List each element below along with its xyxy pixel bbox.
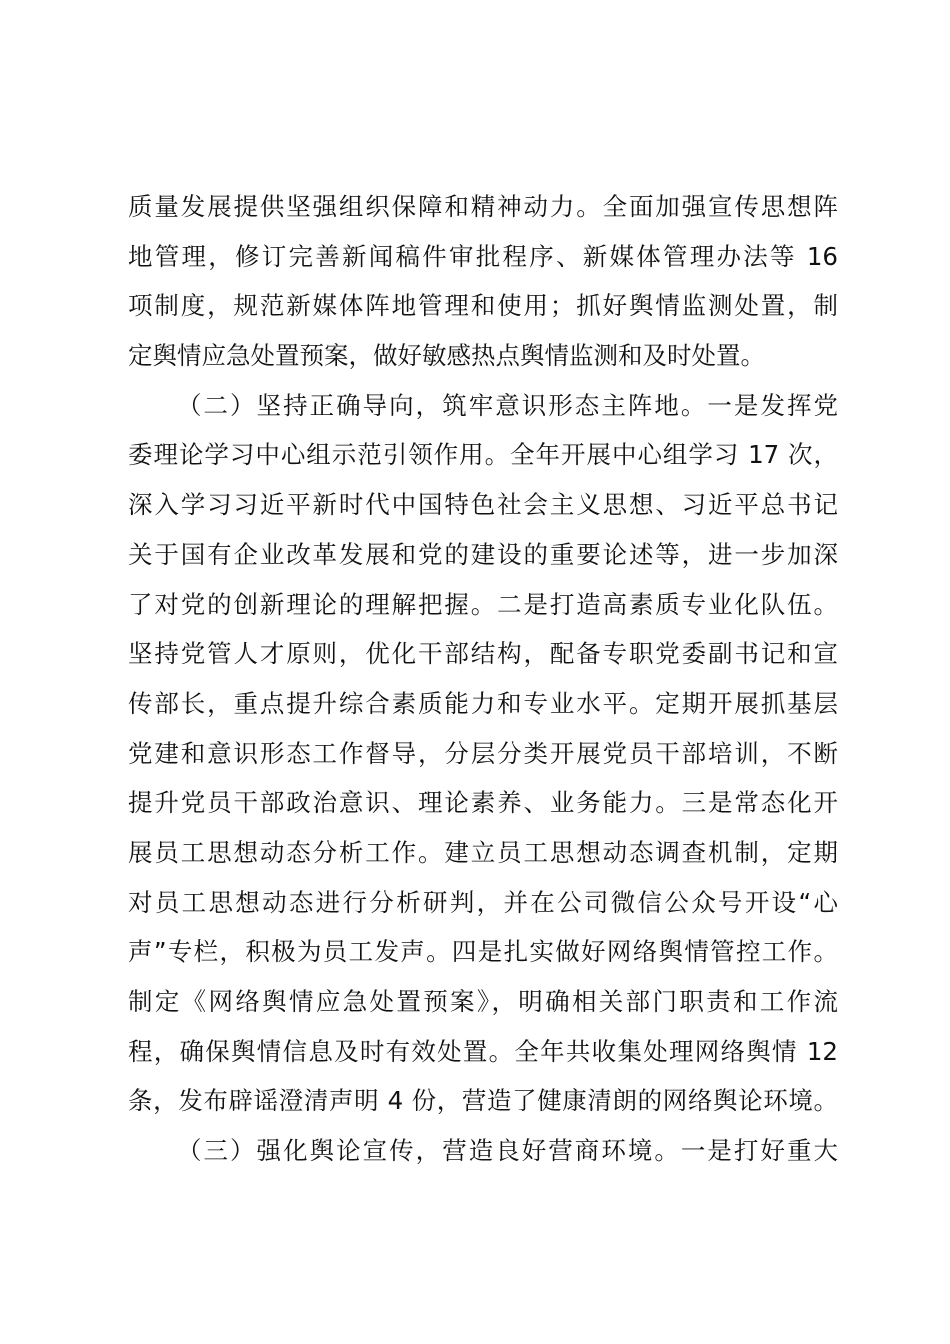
text-line: 了对党的创新理论的理解把握。二是打造高素质专业化队伍。: [128, 589, 838, 619]
text-line: 声”专栏，积极为员工发声。四是扎实做好网络舆情管控工作。: [128, 937, 838, 967]
text-line: 定舆情应急处置预案，做好敏感热点舆情监测和及时处置。: [128, 341, 765, 371]
text-line: 制定《网络舆情应急处置预案》，明确相关部门职责和工作流: [128, 987, 838, 1016]
paragraph-heading-line: （三）强化舆论宣传，营造良好营商环境。一是打好重大: [177, 1136, 838, 1166]
text-line: 程，确保舆情信息及时有效处置。全年共收集处理网络舆情 12: [128, 1036, 838, 1066]
text-line: 项制度，规范新媒体阵地管理和使用；抓好舆情监测处置，制: [128, 291, 838, 321]
text-line: 提升党员干部政治意识、理论素养、业务能力。三是常态化开: [128, 788, 838, 818]
text-line: 质量发展提供坚强组织保障和精神动力。全面加强宣传思想阵: [128, 192, 838, 221]
text-line: 展员工思想动态分析工作。建立员工思想动态调查机制，定期: [128, 837, 838, 867]
text-line: 党建和意识形态工作督导，分层分类开展党员干部培训，不断: [128, 738, 838, 768]
text-line: 坚持党管人才原则，优化干部结构，配备专职党委副书记和宣: [128, 639, 838, 669]
text-line: 委理论学习中心组示范引领作用。全年开展中心组学习 17 次，: [128, 440, 838, 470]
text-line: 对员工思想动态进行分析研判，并在公司微信公众号开设“心: [128, 887, 838, 917]
body-text: [128, 182, 838, 1176]
text-line: 关于国有企业改革发展和党的建设的重要论述等，进一步加深: [128, 539, 838, 569]
paragraph-heading-line: （二）坚持正确导向，筑牢意识形态主阵地。一是发挥党: [177, 390, 838, 420]
text-line: 深入学习习近平新时代中国特色社会主义思想、习近平总书记: [128, 490, 838, 520]
text-line: 地管理，修订完善新闻稿件审批程序、新媒体管理办法等 16: [128, 241, 838, 271]
text-line: 条，发布辟谣澄清声明 4 份，营造了健康清朗的网络舆论环境。: [128, 1086, 838, 1116]
text-line: 传部长，重点提升综合素质能力和专业水平。定期开展抓基层: [128, 688, 838, 718]
